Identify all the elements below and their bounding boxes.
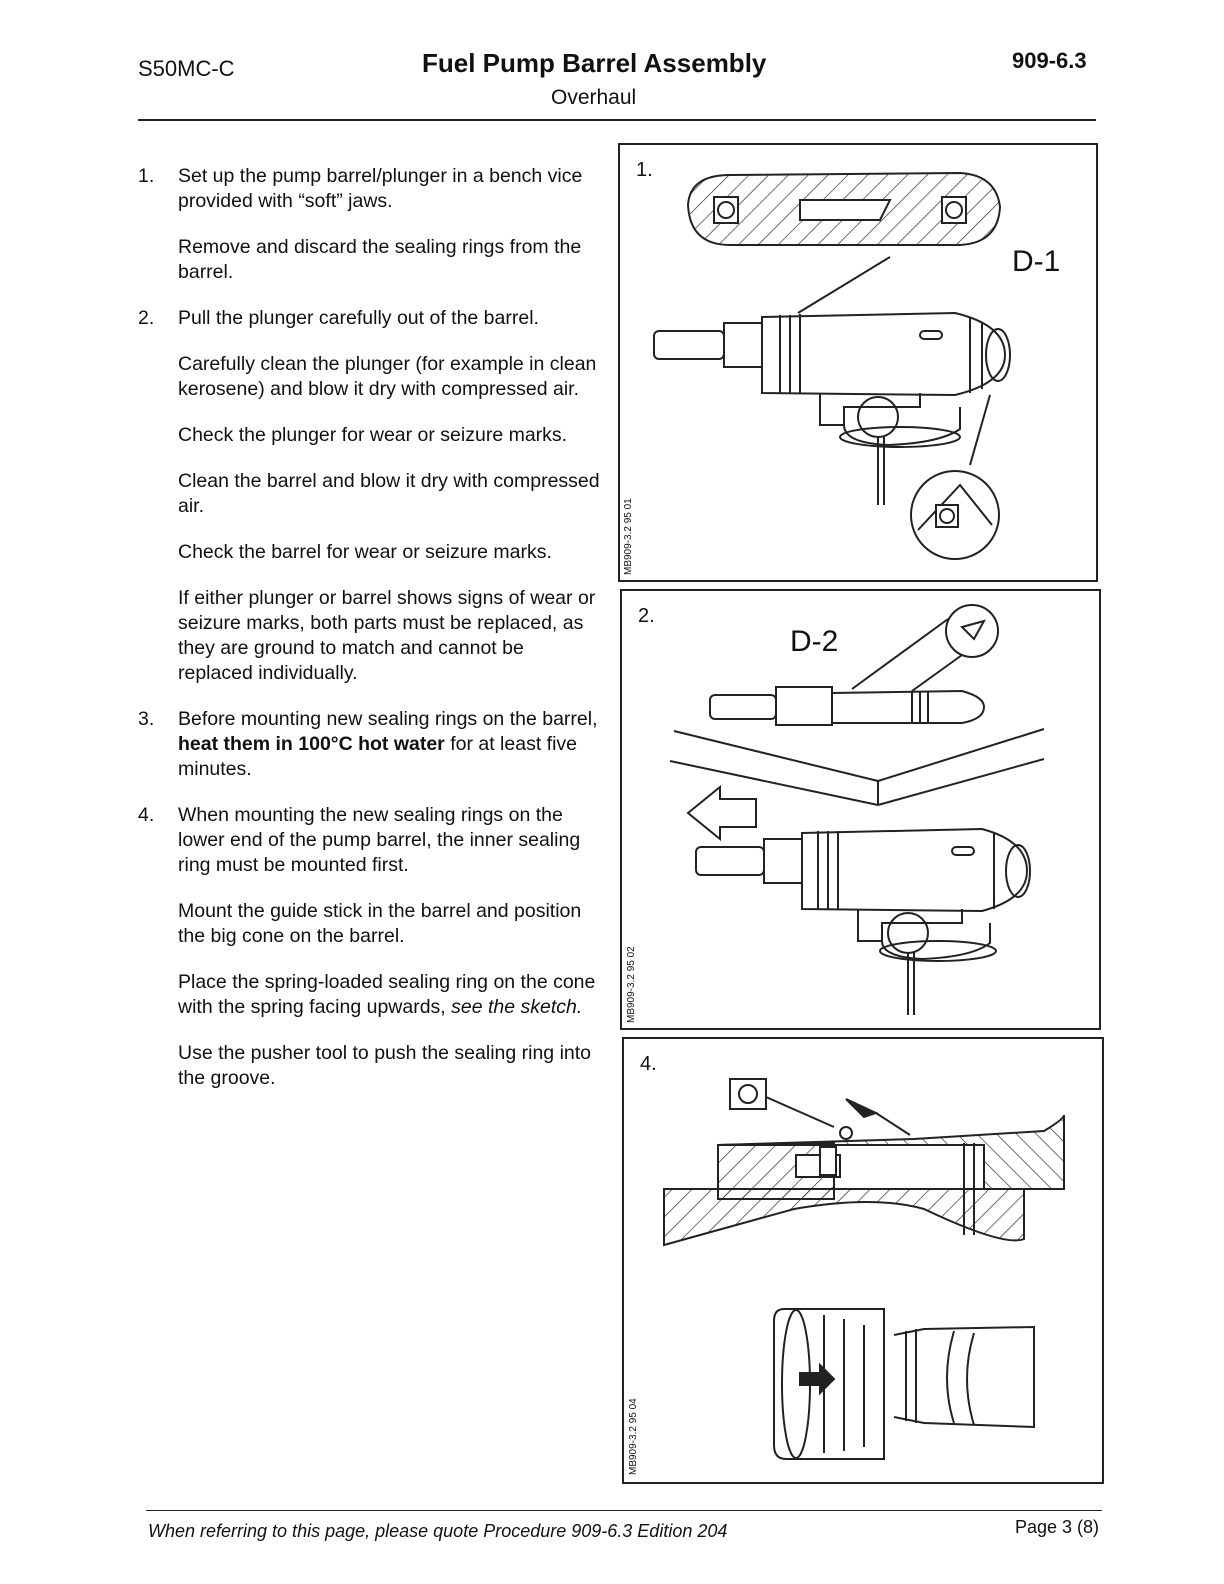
- step-text: Before mounting new sealing rings on the barrel,: [178, 708, 598, 730]
- step-3: [138, 707, 600, 782]
- step-paragraph: Pull the plunger carefully out of the barrel.: [178, 307, 539, 329]
- step-number: 1.: [138, 165, 155, 187]
- figure-code: MB909-3.2 95 01: [623, 498, 634, 575]
- barrel-plunger-drawing: [620, 145, 1096, 580]
- step-paragraph: Check the barrel for wear or seizure marks.: [178, 541, 552, 563]
- step-number: 2.: [138, 307, 155, 329]
- footer-divider: [146, 1510, 1102, 1511]
- step-text: for at least five minutes.: [178, 733, 578, 780]
- footer-reference: When referring to this page, please quote Procedure 909-6.3 Edition 204: [148, 1521, 728, 1541]
- step-paragraph: If either plunger or barrel shows signs of wear or seizure marks, both parts must be replaced, as they are ground to match and cannot be replaced individually.: [178, 587, 596, 684]
- figure-4: [622, 1037, 1104, 1484]
- figure-number: 2.: [638, 605, 655, 627]
- step-paragraph: [178, 707, 600, 782]
- step-paragraph: Check the plunger for wear or seizure marks.: [178, 424, 568, 446]
- detail-label: D-1: [1012, 245, 1061, 278]
- step-paragraph: Clean the barrel and blow it dry with compressed air.: [178, 470, 600, 517]
- page-subtitle: Overhaul: [551, 86, 637, 109]
- step-paragraph: [178, 970, 600, 1020]
- figure-number: 4.: [640, 1053, 657, 1075]
- step-text: Place the spring-loaded sealing ring on the cone with the spring facing upwards,: [178, 971, 596, 1018]
- sealing-ring-mounting-drawing: [624, 1039, 1102, 1482]
- step-paragraph: When mounting the new sealing rings on the lower end of the pump barrel, the inner sealing ring must be mounted first.: [178, 804, 581, 876]
- step-paragraph: Mount the guide stick in the barrel and position the big cone on the barrel.: [178, 900, 582, 947]
- page-title: Fuel Pump Barrel Assembly: [422, 48, 767, 78]
- page-number: Page 3 (8): [1015, 1517, 1100, 1537]
- step-number: 3.: [138, 708, 155, 730]
- figure-code: MB909-3.2 95 02: [626, 946, 637, 1023]
- step-1: [138, 164, 600, 285]
- figure-number: 1.: [636, 159, 653, 181]
- detail-label: D-2: [790, 625, 839, 658]
- step-2: [138, 306, 600, 686]
- step-paragraph: Use the pusher tool to push the sealing ring into the groove.: [178, 1042, 592, 1089]
- plunger-removal-drawing: [622, 591, 1099, 1028]
- header-divider: [138, 119, 1096, 121]
- sketch-reference: see the sketch.: [451, 996, 583, 1018]
- step-paragraph: Carefully clean the plunger (for example in clean kerosene) and blow it dry with compressed air.: [178, 353, 597, 400]
- step-number: 4.: [138, 804, 155, 826]
- step-4: [138, 803, 600, 1091]
- procedure-steps: [138, 164, 600, 1112]
- step-emphasis: heat them in 100°C hot water: [178, 733, 445, 755]
- step-paragraph: Set up the pump barrel/plunger in a bench vice provided with “soft” jaws.: [178, 165, 583, 212]
- step-paragraph: Remove and discard the sealing rings from the barrel.: [178, 236, 582, 283]
- figure-code: MB909-3.2 95 04: [628, 1398, 639, 1475]
- figure-2: [620, 589, 1101, 1030]
- procedure-number: 909-6.3: [1012, 48, 1087, 73]
- figure-1: [618, 143, 1098, 582]
- engine-model: S50MC-C: [138, 56, 235, 81]
